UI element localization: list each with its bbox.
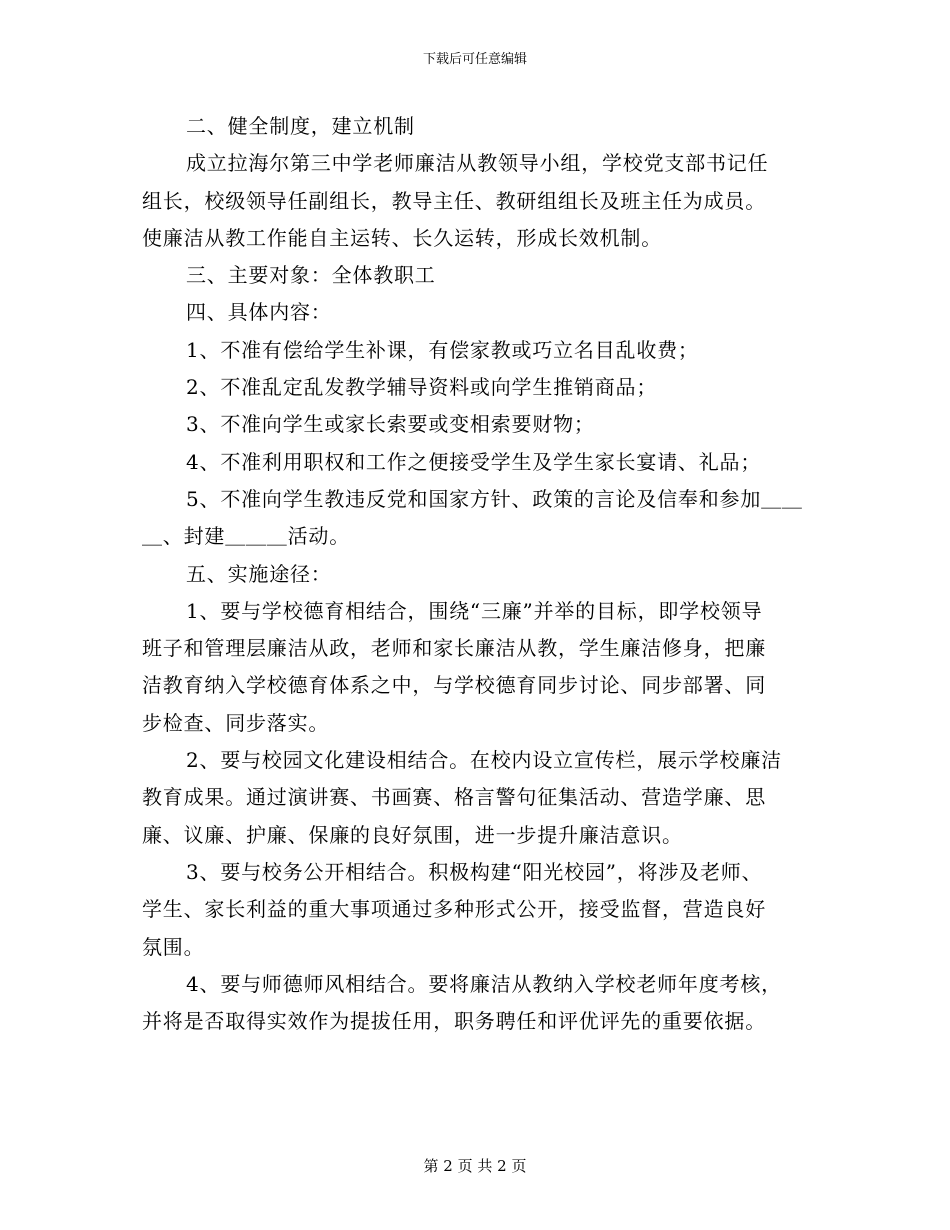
- list-item-2: 2、不准乱定乱发教学辅导资料或向学生推销商品；: [186, 375, 658, 400]
- paragraph-line: 班子和管理层廉洁从政，老师和家长廉洁从教，学生廉洁修身，把廉: [142, 636, 766, 661]
- paragraph-line: 并将是否取得实效作为提拔任用，职务聘任和评优评先的重要依据。: [142, 1009, 766, 1034]
- list-item-3: 3、不准向学生或家长索要或变相索要财物；: [186, 412, 595, 437]
- paragraph-line: 3、要与校务公开相结合。积极构建“阳光校园”，将涉及老师、: [186, 859, 763, 884]
- list-item-1: 1、不准有偿给学生补课，有偿家教或巧立名目乱收费；: [186, 337, 699, 362]
- list-item-5: 5、不准向学生教违反党和国家方针、政策的言论及信奉和参加＿＿: [186, 486, 803, 511]
- paragraph-line: 廉、议廉、护廉、保廉的良好氛围，进一步提升廉洁意识。: [142, 822, 683, 847]
- paragraph-line: 氛围。: [142, 934, 205, 959]
- section-heading-4: 四、具体内容：: [186, 300, 332, 325]
- paragraph-line: 使廉洁从教工作能自主运转、长久运转，形成长效机制。: [142, 225, 662, 250]
- document-body: [142, 108, 810, 1040]
- paragraph-line: 洁教育纳入学校德育体系之中，与学校德育同步讨论、同步部署、同: [142, 673, 766, 698]
- paragraph-line: 教育成果。通过演讲赛、书画赛、格言警句征集活动、营造学廉、思: [142, 785, 766, 810]
- paragraph-line: 成立拉海尔第三中学老师廉洁从教领导小组，学校党支部书记任: [186, 151, 769, 176]
- paragraph-line: 学生、家长利益的重大事项通过多种形式公开，接受监督，营造良好: [142, 897, 766, 922]
- page-header: 下载后可任意编辑: [422, 52, 527, 67]
- paragraph-line: 4、要与师德师风相结合。要将廉洁从教纳入学校老师年度考核，: [186, 971, 782, 996]
- section-heading-3: 三、主要对象：全体教职工: [186, 263, 436, 288]
- paragraph-line: 组长，校级领导任副组长，教导主任、教研组组长及班主任为成员。: [142, 188, 766, 213]
- paragraph-line: 步检查、同步落实。: [142, 710, 330, 735]
- paragraph-line: 1、要与学校德育相结合，围绕“三廉”并举的目标，即学校领导: [186, 598, 763, 623]
- page-number-footer: 第 2 页 共 2 页: [423, 1157, 527, 1175]
- paragraph-line: 2、要与校园文化建设相结合。在校内设立宣传栏，展示学校廉洁: [186, 748, 782, 773]
- list-item-5-continued: ＿、封建＿＿＿活动。: [142, 524, 350, 549]
- section-heading-5: 五、实施途径：: [186, 561, 332, 586]
- section-heading-2: 二、健全制度，建立机制: [186, 114, 415, 138]
- list-item-4: 4、不准利用职权和工作之便接受学生及学生家长宴请、礼品；: [186, 449, 762, 474]
